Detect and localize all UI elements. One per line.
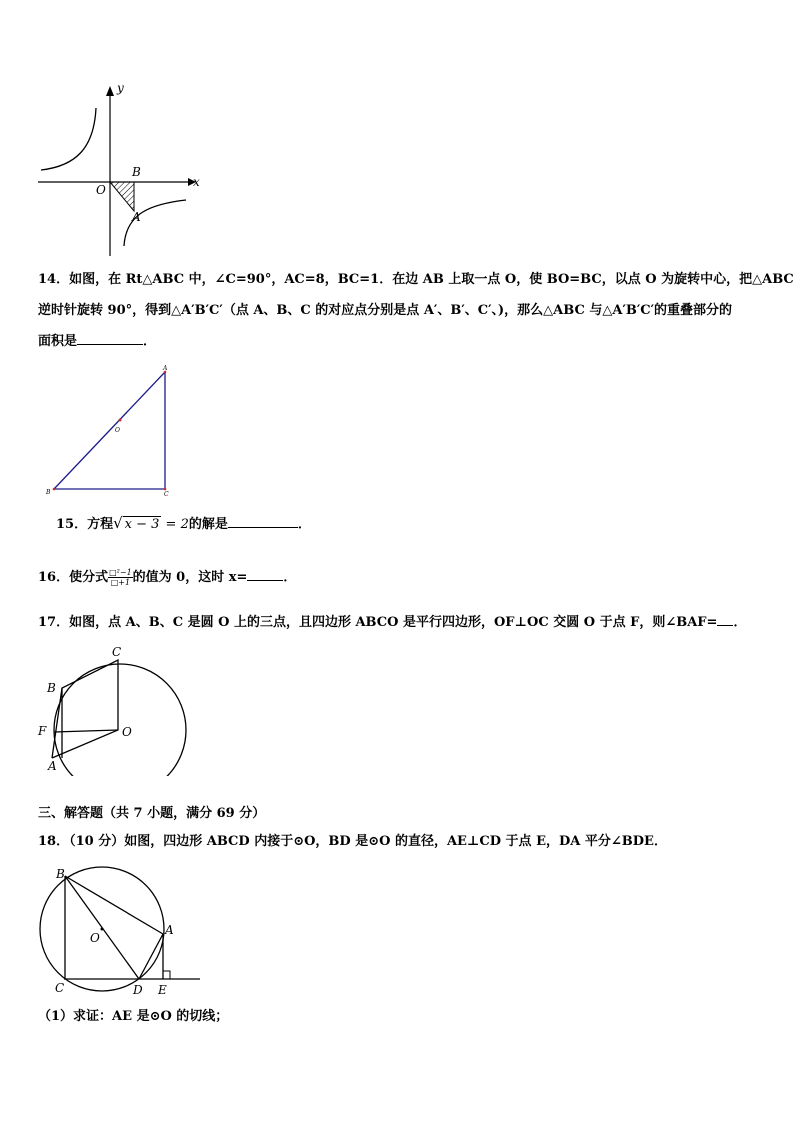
point-b: [53, 488, 56, 491]
q14-line-3-prefix: 面积是: [38, 334, 78, 349]
question-17: [38, 607, 758, 638]
label-c: C: [55, 981, 65, 995]
q16-denominator: □+1: [110, 578, 131, 587]
label-o: O: [96, 183, 106, 197]
q14-answer-blank[interactable]: [77, 330, 143, 345]
segment-ad: [139, 934, 163, 979]
q15-prefix: 15．方程: [56, 517, 114, 532]
label-b: B: [132, 165, 141, 179]
q14-line-3: [38, 326, 758, 357]
triangle-abc: [54, 372, 165, 489]
q16-suffix: 的值为 0，这时 x=: [132, 570, 248, 585]
q14-line-1: 14．如图，在 Rt△ABC 中，∠C=90°，AC=8，BC=1．在边 AB 上取一点 O，使 BO=BC，以点 O 为旋转中心，把△ABC: [38, 272, 794, 287]
label-d: D: [133, 983, 143, 997]
section-3-title: 三、解答题（共 7 小题，满分 69 分）: [38, 806, 266, 821]
label-a: A: [163, 365, 168, 372]
q14-line-3-suffix: ．: [143, 334, 157, 349]
label-y: y: [117, 81, 124, 95]
right-angle-mark: [163, 971, 170, 979]
hyperbola-left-branch: [41, 108, 96, 170]
label-o: O: [115, 427, 120, 434]
question-18: 18．（10 分）如图，四边形 ABCD 内接于⊙O，BD 是⊙O 的直径，AE⊥CD 于点 E，DA 平分∠BDE．: [38, 834, 667, 849]
label-o: O: [90, 931, 100, 945]
label-b: B: [46, 489, 51, 496]
q15-end: ．: [297, 517, 311, 532]
shaded-triangle: [110, 182, 134, 211]
label-x: x: [193, 175, 200, 189]
q16-fraction: [108, 568, 133, 587]
label-c: C: [112, 645, 122, 659]
center-point-o: [101, 928, 104, 931]
q15-answer-blank[interactable]: [228, 513, 298, 528]
q18-part-1: （1）求证：AE 是⊙O 的切线；: [38, 1009, 229, 1024]
q15-equals: = 2: [161, 517, 189, 532]
q17-answer-blank[interactable]: [717, 611, 733, 626]
triangle-figure: [40, 362, 180, 500]
segment-ba: [65, 876, 163, 934]
label-a: A: [48, 759, 57, 773]
label-e: E: [158, 983, 167, 997]
label-o: O: [122, 725, 132, 739]
q15-radicand: x − 3: [124, 517, 160, 532]
q17-end: ．: [733, 615, 747, 630]
q16-answer-blank[interactable]: [247, 566, 283, 581]
q15-suffix: 的解是: [188, 517, 228, 532]
label-a: A: [165, 923, 174, 937]
question-15: [56, 508, 776, 540]
question-16: [38, 562, 758, 593]
hyperbola-figure: [36, 78, 216, 260]
y-axis-arrow: [106, 86, 114, 96]
circle-figure-q18: [36, 866, 206, 1000]
point-o: [119, 419, 122, 422]
q16-numerator: □²−1: [109, 568, 132, 577]
q17-text: 17．如图，点 A、B、C 是圆 O 上的三点，且四边形 ABCO 是平行四边形，OF⊥OC 交圆 O 于点 F，则∠BAF=: [38, 615, 718, 630]
q15-equation: √ x − 3 = 2: [113, 514, 189, 532]
segment-of: [54, 730, 118, 732]
circle-figure-q17: [36, 642, 192, 776]
question-14: [38, 264, 794, 357]
circle-o: [54, 664, 186, 776]
label-c: C: [164, 491, 169, 498]
label-a: A: [132, 210, 141, 224]
label-b: B: [47, 681, 56, 695]
q16-prefix: 16．使分式: [38, 570, 109, 585]
label-f: F: [38, 724, 47, 738]
q16-end: ．: [283, 570, 297, 585]
q14-line-2: 逆时针旋转 90°，得到△A′B′C′（点 A、B、C 的对应点分别是点 A′、B′、C′、)，那么△ABC 与△A′B′C′的重叠部分的: [38, 303, 733, 318]
point-c: [164, 488, 167, 491]
label-b: B: [56, 867, 65, 881]
